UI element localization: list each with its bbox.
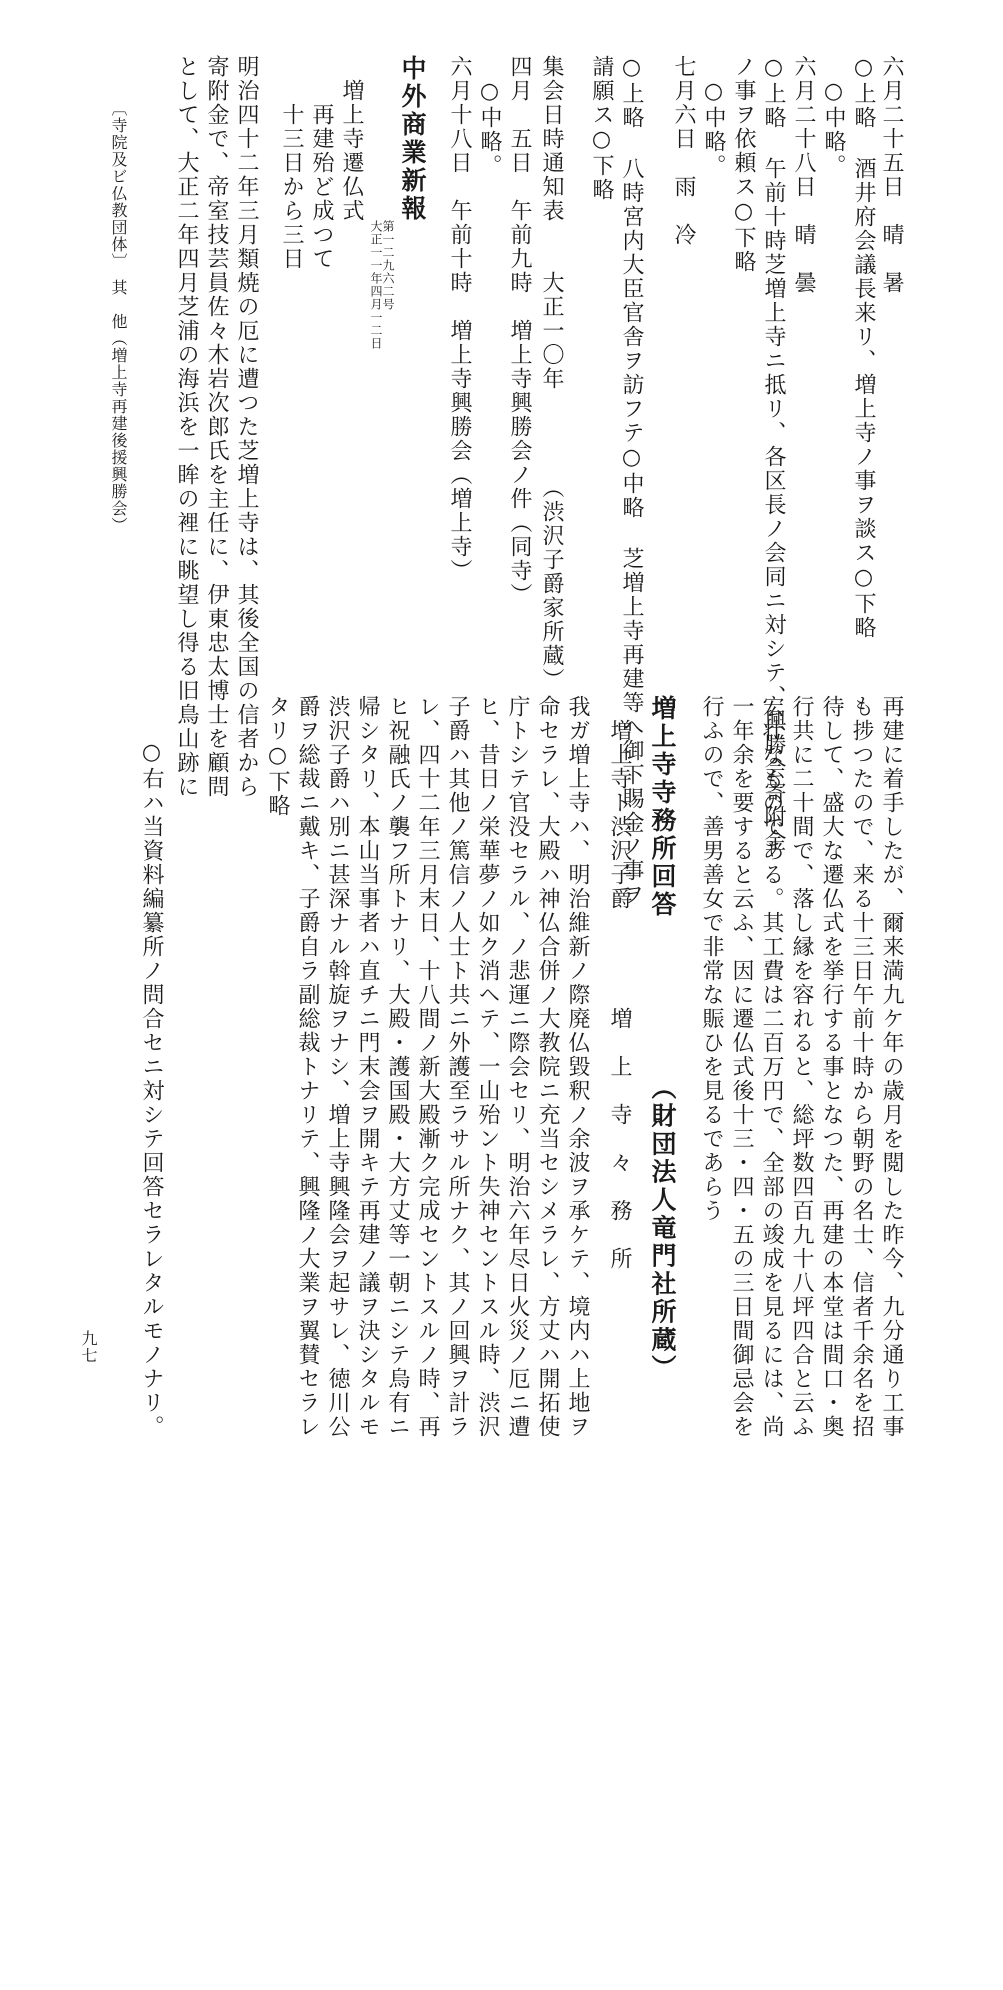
- reply-body: 我ガ増上寺ハ、明治維新ノ際廃仏毀釈ノ余波ヲ承ケテ、境内ハ上地ヲ: [565, 695, 590, 1439]
- reply-body: 爵ヲ総裁ニ戴キ、子爵自ラ副総裁トナリテ、興隆ノ大業ヲ翼賛セラレ: [295, 695, 320, 1439]
- lower-half: [0, 690, 1003, 1439]
- reply-body: 帰シタリ、本山当事者ハ直チニ門末会ヲ開キテ再建ノ議ヲ決シタルモ: [355, 695, 380, 1439]
- article-body: として、大正二年四月芝浦の海浜を一眸の裡に眺望し得る旧鳥山跡に: [174, 55, 199, 799]
- closing-note: ○右ハ当資料編纂所ノ問合セニ対シテ回答セラレタルモノナリ。: [139, 740, 164, 1439]
- reply-body: 命セラレ、大殿ハ神仏合併ノ大教院ニ充当セシメラレ、方丈ハ開拓使: [535, 695, 560, 1439]
- reply-body: タリ○下略: [265, 695, 290, 818]
- article-body: 一年余を要すると云ふ、因に遷仏式後十三・四・五の三日間御忌会を: [729, 695, 754, 1439]
- reply-body: ヒ祝融氏ノ襲フ所トナリ、大殿・護国殿・大方丈等一朝ニシテ烏有ニ: [385, 695, 410, 1439]
- diary-entry-date: 七月六日 雨 冷: [671, 55, 696, 247]
- article-subheadline: 再建殆ど成つて: [309, 55, 334, 271]
- notice-table-row: 四月 五日 午前九時 増上寺興勝会ノ件（同寺）: [507, 55, 532, 607]
- running-header: 〔寺院及ビ仏教団体〕 其 他（増上寺再建後援興勝会）: [109, 100, 128, 534]
- article-body: 行ふので、善男善女で非常な賑ひを見るであらう: [699, 695, 724, 1223]
- article-headline: 増上寺遷仏式: [339, 55, 364, 223]
- reply-body: 渋沢子爵ハ別ニ甚深ナル斡旋ヲナシ、増上寺興隆会ヲ起サレ、徳川公: [325, 695, 350, 1439]
- reply-body: レ、四十二年三月末日、十八間ノ新大殿漸ク完成セントスルノ時、再: [415, 695, 440, 1439]
- reply-body: ヒ、昔日ノ栄華夢ノ如ク消ヘテ、一山殆ント失神セントスル時、渋沢: [475, 695, 500, 1439]
- notice-table-row: 六月十八日 午前十時 増上寺興勝会（増上寺）: [447, 55, 472, 583]
- omission-note: ○中略。: [477, 55, 502, 178]
- omission-note: ○中略。: [821, 55, 846, 178]
- article-subheadline: 十三日から三日: [279, 55, 304, 271]
- article-body: 宏壮なものである。其工費は二百万円で、全部の竣成を見るには、尚: [759, 695, 784, 1439]
- reply-body: 子爵ハ其他ノ篤信ノ人士ト共ニ外護至ラサル所ナク、其ノ回興ヲ計ラ: [445, 695, 470, 1439]
- reply-title: 増上寺寺務所回答 （財団法人竜門社所蔵）: [648, 695, 677, 1383]
- diary-entry-text: ○上略 午前十時芝増上寺ニ抵リ、各区長ノ会同ニ対シテ、興勝会寄附金: [761, 55, 786, 853]
- article-body: 寄附金で、帝室技芸員佐々木岩次郎氏を主任に、伊東忠太博士を顧問: [204, 55, 229, 799]
- omission-note: ○中略。: [701, 55, 726, 178]
- diary-entry-text: 請願ス○下略: [589, 55, 614, 202]
- reply-subtitle: 増上寺ト渋沢子爵 増 上 寺 々 務 所: [607, 695, 632, 1271]
- newspaper-title: 中外商業新報: [398, 55, 427, 223]
- newspaper-issue: 第一二九六二号 大正一一年四月一二日: [369, 220, 395, 350]
- article-body: も捗つたので、来る十三日午前十時から朝野の名士、信者千余名を招: [849, 695, 874, 1439]
- article-body: 再建に着手したが、爾来満九ケ年の歳月を閲した昨今、九分通り工事: [879, 695, 904, 1439]
- notice-table-title: 集会日時通知表 大正一〇年 （渋沢子爵家所蔵）: [539, 55, 564, 692]
- diary-entry-text: ○上略 八時宮内大臣官舎ヲ訪フテ○中略 芝増上寺再建等へ御下賜金ノ事ヲ: [619, 55, 644, 907]
- page-number: 九七: [79, 1330, 98, 1364]
- article-body: 行共に二十間で、落し縁を容れると、総坪数四百九十八坪四合と云ふ: [789, 695, 814, 1439]
- diary-entry-text: ノ事ヲ依頼ス○下略: [731, 55, 756, 274]
- diary-entry-text: ○上略 酒井府会議長来リ、増上寺ノ事ヲ談ス○下略: [851, 55, 876, 640]
- reply-body: 庁トシテ官没セラル、ノ悲運ニ際会セリ、明治六年尽日火災ノ厄ニ遭: [505, 695, 530, 1439]
- diary-entry-date: 六月二十五日 晴 暑: [879, 55, 904, 295]
- article-body: 明治四十二年三月類焼の厄に遭つた芝増上寺は、其後全国の信者から: [234, 55, 259, 799]
- diary-entry-date: 六月二十八日 晴 曇: [791, 55, 816, 295]
- article-body: 待して、盛大な遷仏式を挙行する事となつた、再建の本堂は間口・奥: [819, 695, 844, 1439]
